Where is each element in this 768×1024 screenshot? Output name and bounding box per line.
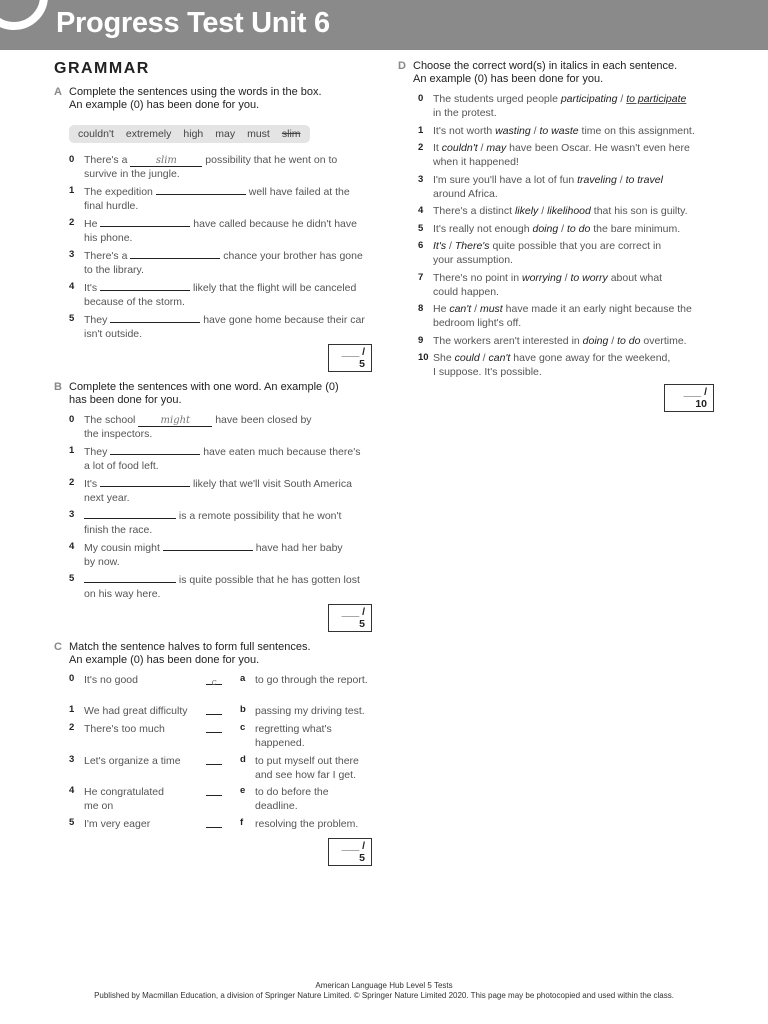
option-separator: / [471, 303, 480, 315]
match-right-text: regretting what's happened. [255, 723, 332, 749]
option-choice-1[interactable]: likely [514, 205, 539, 217]
option-choice-2[interactable]: to do [566, 222, 591, 235]
match-row [54, 785, 372, 817]
match-answer-blank[interactable] [206, 827, 222, 828]
match-answer-blank[interactable] [206, 795, 222, 796]
section-b-instructions [54, 381, 372, 407]
option-letter: b [240, 704, 246, 715]
match-left-text: Let's organize a time [84, 755, 181, 767]
question-item [54, 508, 372, 537]
question-number: 4 [418, 205, 424, 216]
question-text: have made it an early night because the [502, 303, 692, 315]
question-text: have gone home because their car [203, 314, 365, 326]
question-text: on his way here. [84, 588, 161, 600]
question-text: bedroom light's off. [433, 317, 522, 329]
section-a-instructions [54, 86, 372, 112]
option-separator: / [561, 271, 571, 284]
question-number: 2 [418, 142, 424, 153]
section-c [54, 641, 372, 866]
question-number: 1 [69, 704, 75, 715]
question-number: 3 [418, 173, 424, 185]
question-text: about what [607, 271, 663, 284]
question-item [398, 239, 718, 267]
question-text: final hurdle. [84, 200, 139, 212]
grammar-heading: GRAMMAR [54, 60, 150, 77]
option-letter: d [240, 754, 246, 765]
question-number: 1 [69, 185, 75, 196]
answer-blank[interactable] [84, 508, 176, 519]
question-item [54, 248, 372, 277]
section-b [54, 381, 372, 632]
question-number: 5 [418, 222, 424, 234]
question-text: The students urged people [433, 93, 561, 105]
section-letter: B [54, 381, 62, 393]
instruction-line: Match the sentence halves to form full sentences. [69, 641, 311, 653]
instruction-line: has been done for you. [69, 394, 182, 406]
question-text: The expedition [84, 186, 153, 198]
option-separator: / [617, 93, 627, 105]
match-right-text: passing my driving test. [255, 705, 365, 717]
word-box-item-used: slim [281, 128, 301, 140]
question-item [54, 476, 372, 505]
question-item [398, 271, 718, 299]
question-number: 0 [69, 673, 75, 684]
question-item [54, 312, 372, 341]
option-choice-1[interactable]: wasting [495, 124, 531, 137]
footer-copyright: Published by Macmillan Education, a division of Springer Nature Limited. © Springer Nature Limited 2020. This page may be photocopied and used within the class. [94, 991, 674, 1000]
question-text: likely that the flight will be canceled [192, 282, 357, 294]
question-text: overtime. [640, 334, 687, 347]
question-item [398, 141, 718, 169]
page-footer [0, 981, 768, 1001]
question-text: He [433, 303, 450, 315]
instruction-line: An example (0) has been done for you. [69, 99, 260, 111]
question-text: when it happened! [433, 156, 519, 168]
instruction-line: An example (0) has been done for you. [69, 654, 260, 666]
answer-blank: might [138, 416, 212, 427]
question-text: finish the race. [84, 524, 153, 536]
score-box: ___ / 5 [328, 344, 372, 372]
word-box-item: may [215, 128, 236, 140]
question-text: time on this assignment. [578, 124, 695, 137]
question-text: have been closed by [215, 414, 312, 426]
answer-blank[interactable] [100, 216, 190, 227]
word-box-item: high [183, 128, 204, 140]
question-item [398, 124, 718, 138]
option-choice-2[interactable]: may [486, 142, 507, 154]
question-text: likely that we'll visit South America [192, 478, 352, 490]
question-text: next year. [84, 492, 130, 504]
word-box-item: extremely [125, 128, 172, 140]
option-separator: / [558, 222, 567, 235]
question-text: She [433, 352, 455, 364]
page-title: Progress Test Unit 6 [56, 7, 330, 39]
question-text: because of the storm. [84, 296, 185, 308]
match-row [54, 704, 372, 722]
question-number: 4 [69, 541, 75, 552]
match-right-text: to go through the report. [255, 674, 368, 686]
question-text: There's a [84, 154, 128, 166]
option-letter: a [240, 673, 246, 684]
instruction-line: Complete the sentences using the words in the box. [69, 86, 322, 98]
answer-blank[interactable] [110, 312, 200, 323]
option-separator: / [538, 205, 548, 217]
question-number: 8 [418, 303, 424, 314]
option-letter: f [240, 817, 244, 828]
question-item [398, 204, 718, 218]
question-number: 1 [69, 445, 75, 456]
match-row [54, 817, 372, 835]
option-separator: / [477, 142, 487, 154]
question-number: 10 [418, 352, 429, 363]
question-text: around Africa. [433, 187, 498, 200]
match-answer-blank[interactable] [206, 714, 222, 715]
question-text: that his son is guilty. [590, 205, 688, 217]
question-text: is quite possible that he has gotten lost [178, 574, 360, 586]
question-text: He [84, 218, 98, 230]
question-number: 0 [69, 154, 75, 165]
match-left-text: There's too much [84, 723, 165, 735]
section-d-questions [398, 92, 718, 379]
answer-blank[interactable] [130, 248, 220, 259]
question-text: have been Oscar. He wasn't even here [506, 142, 690, 154]
footer-title: American Language Hub Level 5 Tests [315, 981, 453, 990]
question-text: could happen. [433, 285, 499, 298]
question-item [398, 302, 718, 330]
option-choice-2[interactable]: There's [454, 240, 490, 252]
question-number: 0 [69, 414, 75, 425]
option-choice-2[interactable]: to worry [570, 271, 608, 284]
option-separator: / [616, 173, 626, 186]
option-choice-1[interactable]: could [454, 352, 480, 364]
question-item [398, 173, 718, 201]
header-circle-decoration [0, 0, 48, 30]
question-item [398, 334, 718, 348]
question-number: 9 [418, 334, 424, 346]
option-choice-1[interactable]: can't [449, 303, 472, 315]
word-box-item: couldn't [78, 128, 114, 140]
question-text: in the protest. [433, 107, 497, 119]
option-separator: / [446, 240, 455, 252]
question-text: survive in the jungle. [84, 168, 180, 180]
instruction-line: Choose the correct word(s) in italics in each sentence. [413, 60, 678, 72]
option-choice-1[interactable]: doing [532, 222, 559, 235]
answer-blank[interactable] [100, 280, 190, 291]
question-text: I'm sure you'll have a lot of fun [433, 173, 578, 186]
question-number: 3 [69, 509, 75, 520]
question-item [54, 540, 372, 569]
question-text: your assumption. [433, 254, 513, 266]
match-left-text: It's no good [84, 674, 138, 686]
match-right-text: to put myself out there and see how far I get. [255, 755, 359, 781]
question-item [398, 351, 718, 379]
answer-blank[interactable] [110, 444, 200, 455]
question-text: It [433, 142, 442, 154]
section-a [54, 86, 372, 372]
option-choice-2[interactable]: must [479, 303, 503, 315]
answer-blank: slim [130, 156, 202, 167]
question-text: his phone. [84, 232, 133, 244]
option-separator: / [608, 334, 618, 347]
question-number: 4 [69, 785, 75, 796]
question-text: The workers aren't interested in [433, 334, 583, 347]
option-separator: / [479, 352, 489, 364]
question-text: They [84, 446, 108, 458]
word-box-item: must [247, 128, 270, 140]
section-c-instructions [54, 641, 372, 667]
section-d-instructions [398, 60, 718, 86]
question-item [54, 280, 372, 309]
question-number: 1 [418, 124, 424, 136]
section-letter: C [54, 641, 62, 653]
left-column [54, 60, 372, 866]
question-text: There's a distinct [433, 205, 515, 217]
score-box: ___ / 5 [328, 838, 372, 866]
match-answer-blank[interactable] [206, 732, 222, 733]
question-text: well have failed at the [248, 186, 350, 198]
question-number: 3 [69, 754, 75, 765]
question-item [54, 216, 372, 245]
option-choice-2[interactable]: can't [488, 352, 511, 364]
question-number: 2 [69, 477, 75, 488]
question-text: The school [84, 414, 136, 426]
right-column [398, 60, 718, 412]
question-text: have eaten much because there's [203, 446, 361, 458]
question-text: have called because he didn't have [193, 218, 357, 230]
question-item [398, 222, 718, 236]
question-text: the bare minimum. [590, 222, 681, 235]
option-choice-1[interactable]: couldn't [441, 142, 478, 154]
option-choice-1[interactable]: doing [582, 334, 609, 347]
question-text: quite possible that you are correct in [489, 240, 662, 252]
question-text: isn't outside. [84, 328, 143, 340]
question-number: 2 [69, 722, 75, 733]
match-answer-blank[interactable] [206, 764, 222, 765]
question-text: It's [84, 282, 98, 294]
question-number: 5 [69, 817, 75, 828]
option-separator: / [530, 124, 540, 137]
match-row [54, 673, 372, 704]
page-header [0, 0, 768, 50]
question-number: 0 [418, 93, 424, 104]
option-choice-1[interactable]: worrying [521, 271, 562, 284]
question-item [398, 92, 718, 120]
match-row [54, 754, 372, 785]
option-choice-2[interactable]: to participate [626, 93, 687, 105]
option-choice-1[interactable]: It's [433, 240, 447, 252]
question-text: possibility that he went on to [205, 154, 338, 166]
answer-blank[interactable] [163, 540, 253, 551]
match-right-text: resolving the problem. [255, 818, 359, 830]
question-text: a lot of food left. [84, 460, 159, 472]
question-item [54, 572, 372, 601]
question-text: chance your brother has gone [223, 250, 363, 262]
match-left-text: We had great difficulty [84, 705, 188, 717]
match-answer-blank: c [206, 683, 222, 685]
answer-blank[interactable] [100, 476, 190, 487]
question-text: It's not worth [433, 124, 496, 137]
question-item [54, 413, 372, 441]
option-letter: e [240, 785, 246, 796]
question-text: have gone away for the weekend, [510, 352, 671, 364]
question-text: by now. [84, 556, 120, 568]
question-text: There's a [84, 250, 128, 262]
question-number: 5 [69, 313, 75, 324]
question-text: There's no point in [433, 271, 522, 284]
question-text: They [84, 314, 108, 326]
question-text: the inspectors. [84, 428, 153, 440]
option-choice-1[interactable]: traveling [577, 173, 617, 186]
instruction-line: Complete the sentences with one word. An example (0) [69, 381, 339, 393]
question-number: 6 [418, 240, 424, 251]
option-choice-2[interactable]: to do [617, 334, 641, 347]
option-choice-2[interactable]: to waste [539, 124, 579, 137]
question-number: 4 [69, 281, 75, 292]
question-text: It's really not enough [433, 222, 533, 235]
question-number: 7 [418, 271, 424, 283]
answer-blank[interactable] [84, 572, 176, 583]
match-right-text: to do before the deadline. [255, 786, 329, 812]
option-choice-1[interactable]: participating [560, 93, 618, 105]
question-item [54, 444, 372, 473]
match-row [54, 722, 372, 754]
question-item [54, 153, 372, 181]
section-d [398, 60, 718, 412]
question-text: have had her baby [255, 542, 343, 554]
question-text: It's [84, 478, 98, 490]
question-text: I suppose. It's possible. [433, 366, 542, 378]
question-item [54, 184, 372, 213]
match-left-text: I'm very eager [84, 818, 151, 830]
section-letter: A [54, 86, 62, 98]
option-letter: c [240, 722, 246, 733]
option-choice-2[interactable]: likelihood [547, 205, 591, 217]
question-number: 5 [69, 573, 75, 584]
instruction-line: An example (0) has been done for you. [413, 73, 604, 85]
word-box [69, 125, 310, 143]
section-letter: D [398, 60, 406, 72]
question-text: is a remote possibility that he won't [178, 510, 342, 522]
question-text: to the library. [84, 264, 144, 276]
question-text: My cousin might [84, 542, 160, 554]
question-number: 2 [69, 217, 75, 228]
option-choice-2[interactable]: to travel [625, 173, 663, 186]
match-left-text: He congratulated me on [84, 786, 164, 812]
answer-blank[interactable] [156, 184, 246, 195]
score-box: ___ / 10 [664, 384, 714, 412]
score-box: ___ / 5 [328, 604, 372, 632]
question-number: 3 [69, 249, 75, 260]
